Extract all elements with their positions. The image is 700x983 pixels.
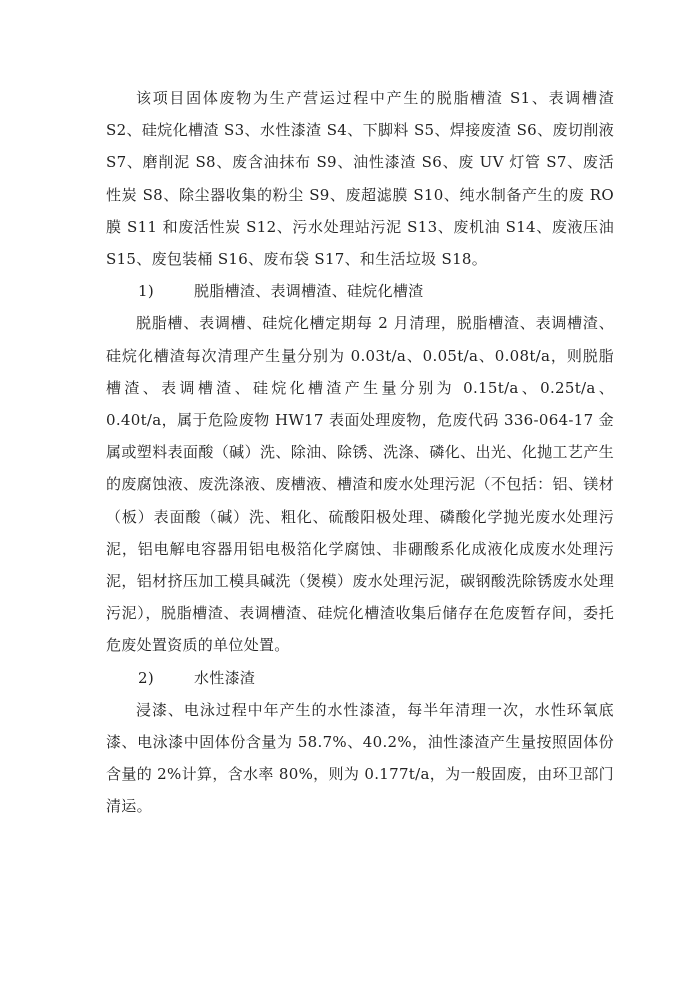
section-heading-1 [106, 275, 614, 307]
section-number: 2) [138, 668, 154, 687]
section-title: 水性漆渣 [194, 668, 256, 687]
section-title: 脱脂槽渣、表调槽渣、硅烷化槽渣 [194, 282, 424, 301]
section-body-2: 浸漆、电泳过程中年产生的水性漆渣，每半年清理一次，水性环氧底漆、电泳漆中固体份含量为 58.7%、40.2%，油性漆渣产生量按照固体份含量的 2%计算，含水率 80%，则为 0.177t/a，为一般固废，由环卫部门清运。 [106, 700, 614, 816]
section-heading-2 [106, 662, 614, 694]
section-number: 1) [138, 282, 154, 301]
intro-paragraph: 该项目固体废物为生产营运过程中产生的脱脂槽渣 S1、表调槽渣 S2、硅烷化槽渣 S3、水性漆渣 S4、下脚料 S5、焊接废渣 S6、废切削液 S7、磨削泥 S8、废含油抹布 S9、油性漆渣 S6、废 UV 灯管 S7、废活性炭 S8、除尘器收集的粉尘 S9、废超滤膜 S10、纯水制备产生的废 RO 膜 S11 和废活性炭 S12、污水处理站污泥 S13、废机油 S14、废液压油 S15、废包装桶 S16、废布袋 S17、和生活垃圾 S18。 [106, 89, 614, 269]
section-body-1: 脱脂槽、表调槽、硅烷化槽定期每 2 月清理，脱脂槽渣、表调槽渣、硅烷化槽渣每次清理产生量分别为 0.03t/a、0.05t/a、0.08t/a，则脱脂槽渣、表调槽渣、硅烷化槽渣产生量分别为 0.15t/a、0.25t/a、0.40t/a，属于危险废物 HW17 表面处理废物，危废代码 336-064-17 金属或塑料表面酸（碱）洗、除油、除锈、洗涤、磷化、出光、化抛工艺产生的废腐蚀液、废洗涤液、废槽液、槽渣和废水处理污泥（不包括：铝、镁材（板）表面酸（碱）洗、粗化、硫酸阳极处理、磷酸化学抛光废水处理污泥，铝电解电容器用铝电极箔化学腐蚀、非硼酸系化成液化成废水处理污泥，铝材挤压加工模具碱洗（煲模）废水处理污泥，碳钢酸洗除锈废水处理污泥），脱脂槽渣、表调槽渣、硅烷化槽渣收集后储存在危废暂存间，委托危废处置资质的单位处置。 [106, 314, 614, 655]
